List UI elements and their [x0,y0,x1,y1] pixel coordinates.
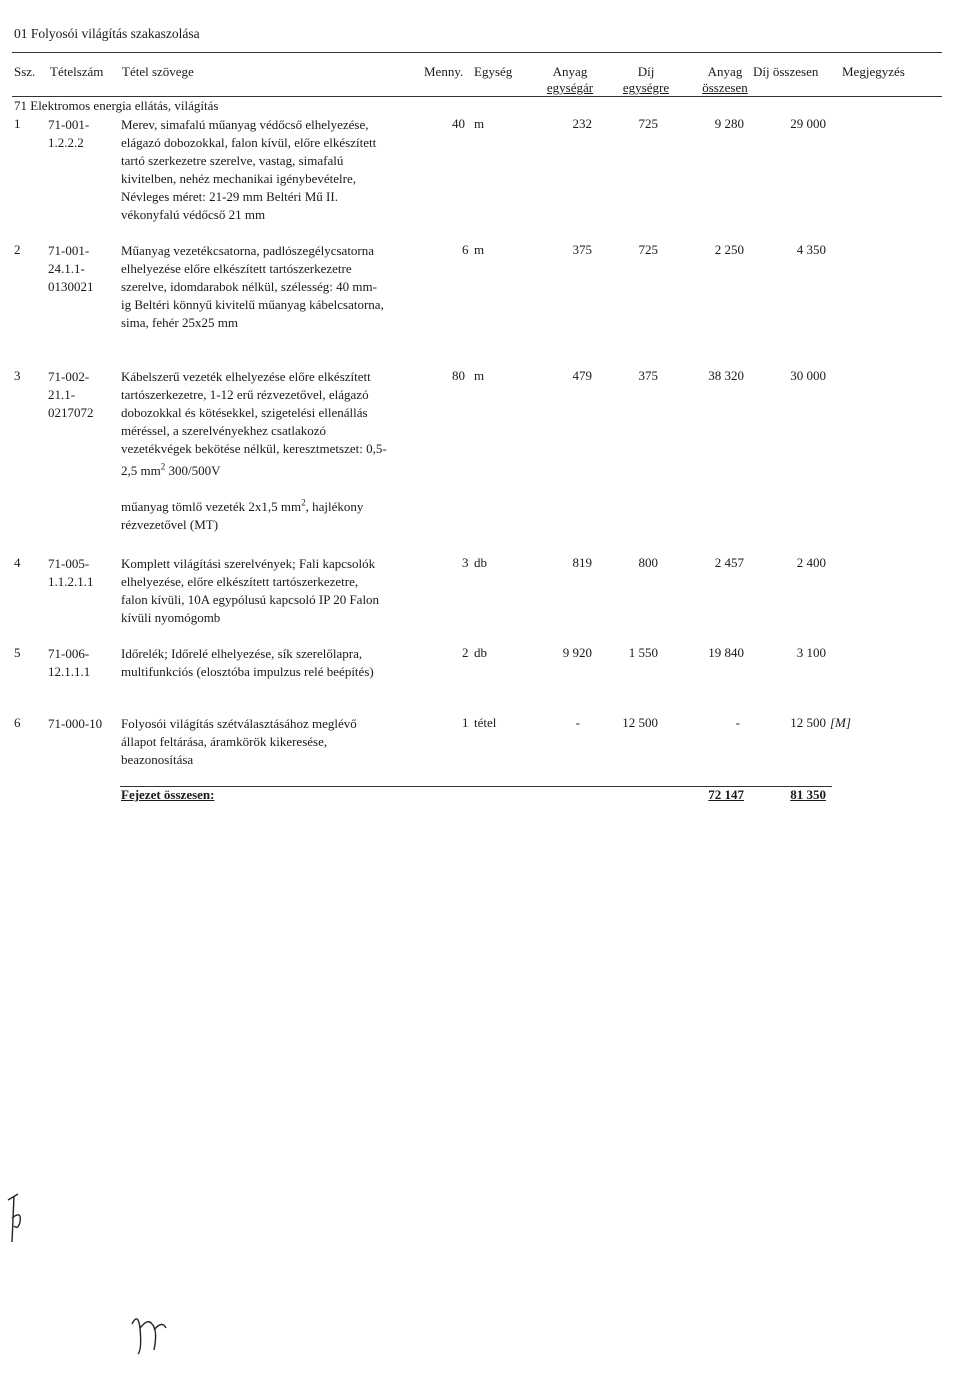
row-dij-osszesen: 29 000 [790,116,826,131]
row-dij-osszesen: 2 400 [796,555,826,570]
document-title: 01 Folyosói világítás szakaszolása [14,26,200,41]
row-anyag-egysegar: 375 [572,242,592,257]
row-menny: 80 [452,368,465,383]
row-anyag-osszesen: 2 457 [714,555,744,570]
title-divider [12,52,942,53]
col-megjegyzes: Megjegyzés [842,64,905,79]
row-anyag-osszesen: 2 250 [714,242,744,257]
row-ssz: 6 [14,715,21,730]
row-text: Folyosói világítás szétválasztásához meglévő állapot feltárása, áramkörök kikeresése, beazonosítása [121,716,357,767]
row-menny: 1 [462,715,469,730]
row-dij-osszesen: 4 350 [796,242,826,257]
row-egyseg: db [474,645,487,660]
row-text: Merev, simafalú műanyag védőcső elhelyezése, elágazó dobozokkal, falon kívül, előre elkészített tartó szerkezetre szerelve, vastag, simafalú kivitelben, nehéz mechanikai igénybevételre, Névleges méret: 21-29 mm Beltéri Mű II. vékonyfalú védőcső 21 mm [121,117,377,222]
col-dij-egysegre: Díj [637,64,655,79]
row-dij-osszesen: 30 000 [790,368,826,383]
handwritten-initial-mark [0,1190,40,1250]
header-divider [12,96,942,97]
row-dij-egysegre: 1 550 [628,645,658,660]
col-dij-egysegre-2: egységre [622,80,670,95]
row-anyag-osszesen: 38 320 [708,368,744,383]
row-anyag-egysegar: 819 [572,555,592,570]
row-text: Műanyag vezetékcsatorna, padlószegélycsatorna elhelyezése előre elkészített tartószerkezetre szerelve, idomdarabok nélkül, szélesség: 40 mm- ig Beltéri könnyű kivitelű műanyag kábelcsatorna, sima, fehér 25x25 mm [121,243,384,330]
row-menny: 40 [452,116,465,131]
row-anyag-egysegar: - [575,715,580,730]
row-anyag-osszesen: - [735,715,740,730]
col-egyseg: Egység [474,64,513,79]
row-code: 71-000-10 [48,716,103,731]
handwritten-signature-mark [124,1310,184,1360]
col-ssz: Ssz. [14,64,36,79]
col-anyag-egysegar: Anyag [552,64,588,79]
row-anyag-egysegar: 9 920 [562,645,592,660]
col-menny: Menny. [424,64,464,79]
row-text: Kábelszerű vezeték elhelyezése előre elkészített tartószerkezetre, 1-12 erű rézvezetővel, elágazó dobozokkal és kötésekkel, szigetelési ellenállás méréssel, a szerelvényekhez csatlakozó vezetékvégek bekötése nélkül, keresztmetszet: 0,5- 2,5 $mm^2$ 300/500V [121,369,387,478]
row-anyag-osszesen: 19 840 [708,645,744,660]
summary-dij-osszesen: 81 350 [790,787,826,802]
row-dij-egysegre: 375 [638,368,658,383]
row-egyseg: db [474,555,487,570]
col-anyag-osszesen: Anyag [707,64,743,79]
row-ssz: 2 [14,242,21,257]
summary-anyag-osszesen: 72 147 [708,787,744,802]
col-tetelszam: Tételszám [50,64,104,79]
col-tetel-szovege: Tétel szövege [122,64,194,79]
row-menny: 6 [462,242,469,257]
row-anyag-egysegar: 479 [572,368,592,383]
row-code: 71-001- 24.1.1- 0130021 [48,243,94,294]
col-anyag-egysegar-2: egységár [546,80,594,95]
row-egyseg: tétel [474,715,497,730]
row-ssz: 1 [14,116,21,131]
row-egyseg: m [474,116,485,131]
row-egyseg: m [474,242,485,257]
row-ssz: 5 [14,645,21,660]
row-anyag-osszesen: 9 280 [714,116,744,131]
col-dij-osszesen: Díj összesen [753,64,819,79]
row-dij-egysegre: 800 [638,555,658,570]
row-ssz: 3 [14,368,21,383]
col-anyag-osszesen-2: összesen [702,80,748,95]
row-dij-egysegre: 12 500 [622,715,658,730]
row-megjegyzes: [M] [830,715,851,730]
row-note: műanyag tömlő vezeték 2x1,5 $mm^2$, hajlékony rézvezetővel (MT) [121,497,364,532]
category-heading: 71 Elektromos energia ellátás, világítás [14,98,219,113]
row-egyseg: m [474,368,485,383]
summary-label: Fejezet összesen: [121,787,215,802]
row-dij-osszesen: 3 100 [796,645,826,660]
row-code: 71-006- 12.1.1.1 [48,646,91,679]
row-code: 71-001- 1.2.2.2 [48,117,90,150]
row-text: Komplett világítási szerelvények; Fali kapcsolók elhelyezése, előre elkészített tartószerkezetre, falon kívüli, 10A egypólusú kapcsoló IP 20 Falon kívüli nyomógomb [121,556,380,625]
row-anyag-egysegar: 232 [572,116,592,131]
row-dij-egysegre: 725 [638,242,658,257]
row-code: 71-005- 1.1.2.1.1 [48,556,94,589]
row-dij-osszesen: 12 500 [790,715,826,730]
row-menny: 2 [462,645,469,660]
row-text: Időrelék; Időrelé elhelyezése, sík szerelőlapra, multifunkciós (elosztóba impulzus relé beépítés) [121,646,374,679]
row-ssz: 4 [14,555,21,570]
row-code: 71-002- 21.1- 0217072 [48,369,94,420]
row-menny: 3 [462,555,469,570]
row-dij-egysegre: 725 [638,116,658,131]
